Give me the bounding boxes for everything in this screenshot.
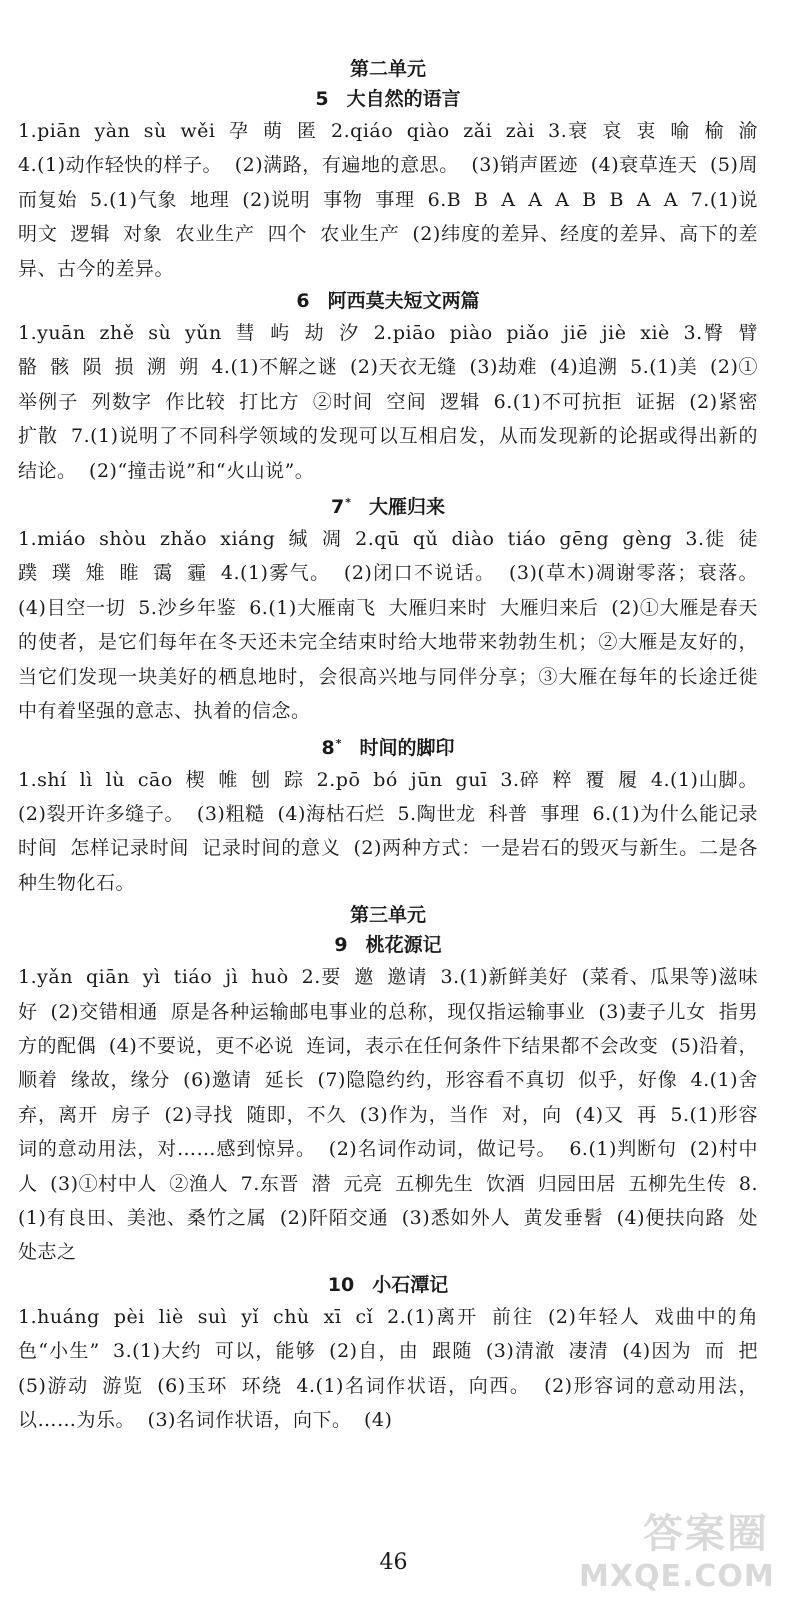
lesson-title — [18, 930, 758, 960]
lesson-answer: 1.miáo shòu zhǎo xiáng 缄 凋 2.qū qǔ diào tiáo gēng gèng 3.徙 徒 蹼 璞 雉 睢 霭 霾 4.(1)雾气。 (2)闭口不说话。 (3)(草木)凋谢零落；衰落。 (4)目空一切 5.沙乡年鉴 6.(1)大雁南飞 大雁归来时 大雁归来后 (2)①大雁是春天的使者，是它们每年在冬天还未完全结束时给大地带来勃勃生机；②大雁是友好的，当它们发现一块美好的栖息地时，会很高兴地与同伴分享；③大雁在每年的长途迁徙中有着坚强的意志、执着的信念。 — [18, 528, 758, 723]
lesson-number: 9 — [334, 934, 348, 957]
lesson-number: 10 — [327, 1273, 355, 1296]
lesson-title — [18, 1270, 758, 1300]
page-number: 46 — [379, 1550, 408, 1575]
lesson-number: 8 — [321, 736, 335, 759]
lesson-answer: 1.huáng pèi liè suì yǐ chù xī cǐ 2.(1)离开 前往 (2)年轻人 戏曲中的角色“小生” 3.(1)大约 可以，能够 (2)自，由 跟随 (3)清澈 凄清 (4)因为 而 把 (5)游动 游览 (6)玉环 环绕 4.(1)名词作状语，向西。 (2)形容词的意动用法，以……为乐。 (3)名词作状语，向下。 (4) — [18, 1305, 758, 1431]
lesson-answer: 1.yǎn qiān yì tiáo jì huò 2.要 邀 邀请 3.(1)新鲜美好 (菜肴、瓜果等)滋味好 (2)交错相通 原是各种运输邮电事业的总称，现仅指运输事业 (3)妻子儿女 指男方的配偶 (4)不要说，更不必说 连词，表示在任何条件下结果都不会改变 (5)沿着，顺着 缘故，缘分 (6)邀请 延长 (7)隐隐约约，形容看不真切 似乎，好像 4.(1)舍弃，离开 房子 (2)寻找 随即，不久 (3)作为，当作 对，向 (4)又 再 5.(1)形容词的意动用法，对……感到惊异。 (2)名词作动词，做记号。 6.(1)判断句 (2)村中人 (3)①村中人 ②渔人 7.东晋 潜 元亮 五柳先生 饮酒 归园田居 五柳先生传 8.(1)有良田、美池、桑竹之属 (2)阡陌交通 (3)悉如外人 黄发垂髫 (4)便扶向路 处处志之 — [18, 966, 758, 1264]
lesson-title — [18, 729, 758, 763]
lesson-title — [18, 488, 758, 522]
lesson-name: 大自然的语言 — [346, 88, 461, 110]
optional-lesson-star: * — [345, 496, 351, 510]
watermark-url: MXQE.COM — [579, 1559, 775, 1594]
lesson-name: 桃花源记 — [365, 934, 442, 957]
lesson-number: 5 — [315, 88, 329, 110]
optional-lesson-star: * — [335, 736, 342, 750]
lesson-title — [18, 84, 758, 114]
lesson-title — [18, 286, 758, 316]
lesson-answer: 1.piān yàn sù wěi 孕 萌 匿 2.qiáo qiào zǎi zài 3.衰 哀 衷 喻 榆 渝 4.(1)动作轻快的样子。 (2)满路，有遍地的意思。 (3)销声匿迹 (4)衰草连天 (5)周而复始 5.(1)气象 地理 (2)说明 事物 事理 6.B B A A A B B A A 7.(1)说明文 逻辑 对象 农业生产 四个 农业生产 (2)纬度的差异、经度的差异、高下的差异、古今的差异。 — [18, 120, 758, 280]
watermark-text: 答案圈 — [643, 1511, 769, 1557]
lesson-name: 大雁归来 — [368, 496, 445, 519]
lesson-name: 阿西莫夫短文两篇 — [327, 290, 480, 313]
lesson-number: 6 — [296, 290, 310, 313]
lesson-answer: 1.shí lì lù cāo 楔 帷 刨 踪 2.pō bó jūn guī 3.碎 粹 覆 履 4.(1)山脚。 (2)裂开许多缝子。 (3)粗糙 (4)海枯石烂 5.陶世龙 科普 事理 6.(1)为什么能记录时间 怎样记录时间 记录时间的意义 (2)两种方式：一是岩石的毁灭与新生。二是各种生物化石。 — [18, 768, 758, 894]
lesson-answer: 1.yuān zhě sù yǔn 彗 屿 劫 汐 2.piāo piào piǎo jiē jiè xiè 3.臀 臂 骼 骸 陨 损 溯 朔 4.(1)不解之谜 (2)天衣无缝 (3)劫难 (4)追溯 5.(1)美 (2)①举例子 列数字 作比较 打比方 ②时间 空间 逻辑 6.(1)不可抗拒 证据 (2)紧密 扩散 7.(1)说明了不同科学领域的发现可以互相启发，从而发现新的论据或得出新的结论。 (2)“撞击说”和“火山说”。 — [18, 322, 758, 482]
answer-page — [18, 54, 758, 1437]
unit-title: 第二单元 — [349, 58, 426, 80]
lesson-name: 小石潭记 — [372, 1273, 449, 1296]
lesson-name: 时间的脚印 — [359, 736, 455, 759]
unit-title: 第三单元 — [349, 904, 426, 927]
watermark-logo — [579, 1502, 775, 1594]
lesson-number: 7 — [330, 496, 345, 519]
